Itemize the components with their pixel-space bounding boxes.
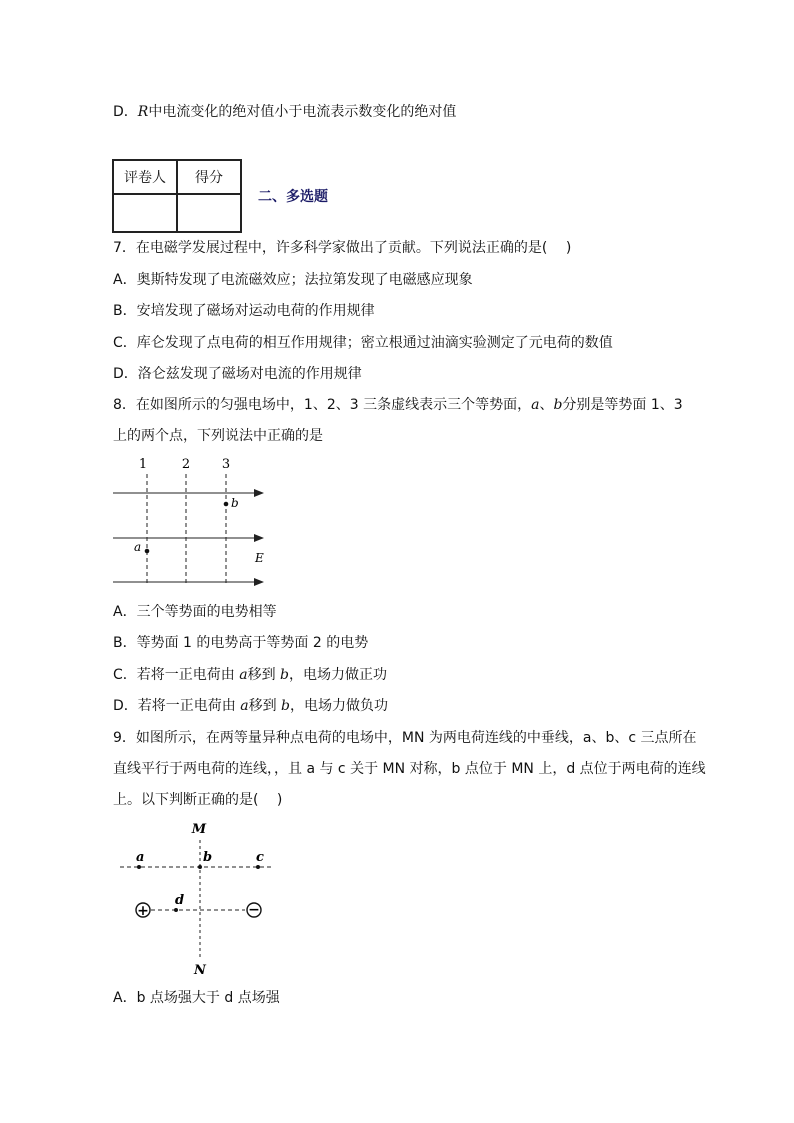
q9-point-d <box>174 908 178 912</box>
q9-point-b <box>198 865 202 869</box>
q9-label-b: b <box>203 850 213 865</box>
q8-var-b: b <box>553 397 563 413</box>
q9-label-a: a <box>136 850 145 865</box>
q8-option-d <box>113 696 388 716</box>
q8-option-a: A．三个等势面的电势相等 <box>113 604 277 620</box>
q9-stem-line2: 直线平行于两电荷的连线，，且 a 与 c 关于 MN 对称，b 点位于 MN 上，d 点位于两电荷的连线 <box>113 761 706 777</box>
q8-stem-text-a: 8．在如图所示的匀强电场中，1、2、3 三条虚线表示三个等势面， <box>113 397 532 413</box>
q8-stem-line2: 上的两个点，下列说法中正确的是 <box>113 428 323 444</box>
grader-cell-reviewer <box>113 194 177 232</box>
q8-option-c-post: ，电场力做正功 <box>289 667 388 683</box>
q9-stem-line3: 上。以下判断正确的是( ) <box>113 792 283 808</box>
q9-label-c: c <box>256 850 264 865</box>
q8-option-b: B．等势面 1 的电势高于等势面 2 的电势 <box>113 635 369 651</box>
q8-option-c-var-a: a <box>239 667 248 683</box>
variable-r: R <box>137 104 149 120</box>
q6-option-d <box>113 102 456 122</box>
q8-option-d-var-a: a <box>240 698 249 714</box>
grader-header-reviewer: 评卷人 <box>113 160 177 194</box>
grader-header-score: 得分 <box>177 160 241 194</box>
q8-field-label: E <box>255 551 264 565</box>
q7-option-a: A．奥斯特发现了电流磁效应；法拉第发现了电磁感应现象 <box>113 272 473 288</box>
q8-option-d-post: ，电场力做负功 <box>290 698 389 714</box>
q8-point-b <box>224 502 229 507</box>
q8-option-c-mid: 移到 <box>247 667 281 683</box>
option-prefix: D． <box>113 104 138 120</box>
section-title: 二、多选题 <box>258 189 328 205</box>
option-text: 中电流变化的绝对值小于电流表示数变化的绝对值 <box>148 104 457 120</box>
q8-stem-sep: 、 <box>539 397 554 413</box>
q9-point-a <box>137 865 141 869</box>
q9-stem-line1: 9．如图所示，在两等量异种点电荷的电场中，MN 为两电荷连线的中垂线，a、b、c 三点所在 <box>113 730 697 746</box>
q9-option-a: A．b 点场强大于 d 点场强 <box>113 990 280 1006</box>
q8-label-3: 3 <box>221 457 231 472</box>
q8-option-d-pre: D．若将一正电荷由 <box>113 698 241 714</box>
q7-option-d: D．洛仑兹发现了磁场对电流的作用规律 <box>113 366 362 382</box>
q8-point-b-label: b <box>231 496 239 510</box>
grader-table <box>112 159 242 233</box>
q9-point-c <box>256 865 260 869</box>
q8-point-a <box>145 549 150 554</box>
q8-figure <box>110 452 280 592</box>
q8-stem-text-b: 分别是等势面 1、3 <box>562 397 683 413</box>
q8-stem-line1 <box>113 395 683 415</box>
q7-option-c: C．库仑发现了点电荷的相互作用规律；密立根通过油滴实验测定了元电荷的数值 <box>113 335 613 351</box>
q9-negative-sign: − <box>248 902 260 918</box>
q9-label-m: M <box>191 822 207 837</box>
q8-option-d-mid: 移到 <box>248 698 282 714</box>
q8-point-a-label: a <box>134 540 142 554</box>
q7-option-b: B．安培发现了磁场对运动电荷的作用规律 <box>113 303 375 319</box>
grader-cell-score <box>177 194 241 232</box>
q7-stem: 7．在电磁学发展过程中，许多科学家做出了贡献。下列说法正确的是( ) <box>113 240 572 256</box>
q8-var-a: a <box>531 397 540 413</box>
q8-option-c <box>113 665 387 685</box>
q8-option-d-var-b: b <box>281 698 291 714</box>
q9-figure <box>115 818 285 978</box>
q8-label-1: 1 <box>138 457 148 472</box>
q9-label-d: d <box>175 893 185 908</box>
q9-positive-sign: + <box>137 903 149 919</box>
q9-label-n: N <box>194 963 206 978</box>
q8-option-c-var-b: b <box>280 667 290 683</box>
q8-option-c-pre: C．若将一正电荷由 <box>113 667 240 683</box>
q8-label-2: 2 <box>181 457 191 472</box>
